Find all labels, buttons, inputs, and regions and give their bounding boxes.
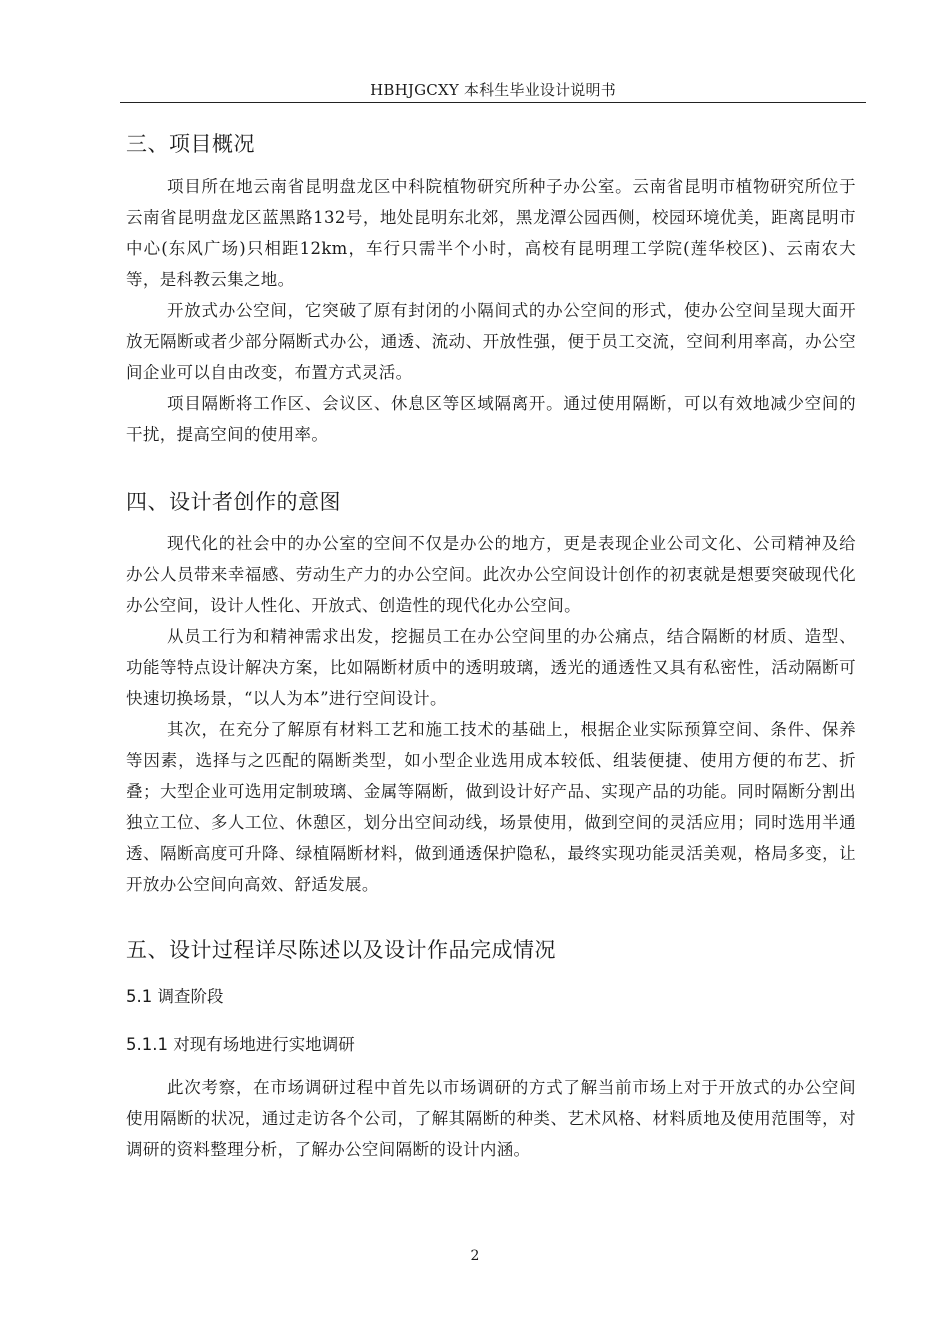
section-3-paragraph-2: 开放式办公空间，它突破了原有封闭的小隔间式的办公空间的形式，使办公空间呈现大面开放无隔断或者少部分隔断式办公，通透、流动、开放性强，便于员工交流，空间利用率高，办公空间企业可以自由改变，布置方式灵活。: [126, 301, 856, 382]
section-3-paragraph-1: 项目所在地云南省昆明盘龙区中科院植物研究所种子办公室。云南省昆明市植物研究所位于云南省昆明盘龙区蓝黑路132号，地处昆明东北郊，黑龙潭公园西侧，校园环境优美，距离昆明市中心(东风广场)只相距12km，车行只需半个小时，高校有昆明理工学院(莲华校区)、云南农大等，是科教云集之地。: [126, 177, 856, 289]
section-4-title: 四、设计者创作的意图: [126, 490, 341, 514]
subsection-5-1-title: 5.1 调查阶段: [126, 987, 224, 1006]
section-4-paragraph-3: 其次，在充分了解原有材料工艺和施工技术的基础上，根据企业实际预算空间、条件、保养等因素，选择与之匹配的隔断类型，如小型企业选用成本较低、组装便捷、使用方便的布艺、折叠；大型企业可选用定制玻璃、金属等隔断，做到设计好产品、实现产品的功能。同时隔断分割出独立工位、多人工位、休憩区，划分出空间动线，场景使用，做到空间的灵活应用；同时选用半通透、隔断高度可升降、绿植隔断材料，做到通透保护隐私，最终实现功能灵活美观，格局多变，让开放办公空间向高效、舒适发展。: [126, 720, 856, 894]
document-body: [126, 126, 856, 1165]
section-3-paragraph-3: 项目隔断将工作区、会议区、休息区等区域隔离开。通过使用隔断，可以有效地减少空间的干扰，提高空间的使用率。: [126, 394, 856, 444]
section-3-title: 三、项目概况: [126, 132, 255, 156]
subsection-5-1-1-title: 5.1.1 对现有场地进行实地调研: [126, 1035, 355, 1054]
section-5-title: 五、设计过程详尽陈述以及设计作品完成情况: [126, 938, 556, 962]
section-5-paragraph-1: 此次考察，在市场调研过程中首先以市场调研的方式了解当前市场上对于开放式的办公空间使用隔断的状况，通过走访各个公司，了解其隔断的种类、艺术风格、材料质地及使用范围等，对调研的资料整理分析，了解办公空间隔断的设计内涵。: [126, 1078, 856, 1159]
page-number: 2: [470, 1248, 480, 1264]
page-header: HBHJGCXY 本科生毕业设计说明书: [370, 81, 616, 99]
section-4-paragraph-1: 现代化的社会中的办公室的空间不仅是办公的地方，更是表现企业公司文化、公司精神及给办公人员带来幸福感、劳动生产力的办公空间。此次办公空间设计创作的初衷就是想要突破现代化办公空间，设计人性化、开放式、创造性的现代化办公空间。: [126, 534, 856, 615]
header-rule: [120, 102, 866, 103]
section-4-paragraph-2: 从员工行为和精神需求出发，挖掘员工在办公空间里的办公痛点，结合隔断的材质、造型、功能等特点设计解决方案，比如隔断材质中的透明玻璃，透光的通透性又具有私密性，活动隔断可快速切换场景，“以人为本”进行空间设计。: [126, 627, 856, 708]
